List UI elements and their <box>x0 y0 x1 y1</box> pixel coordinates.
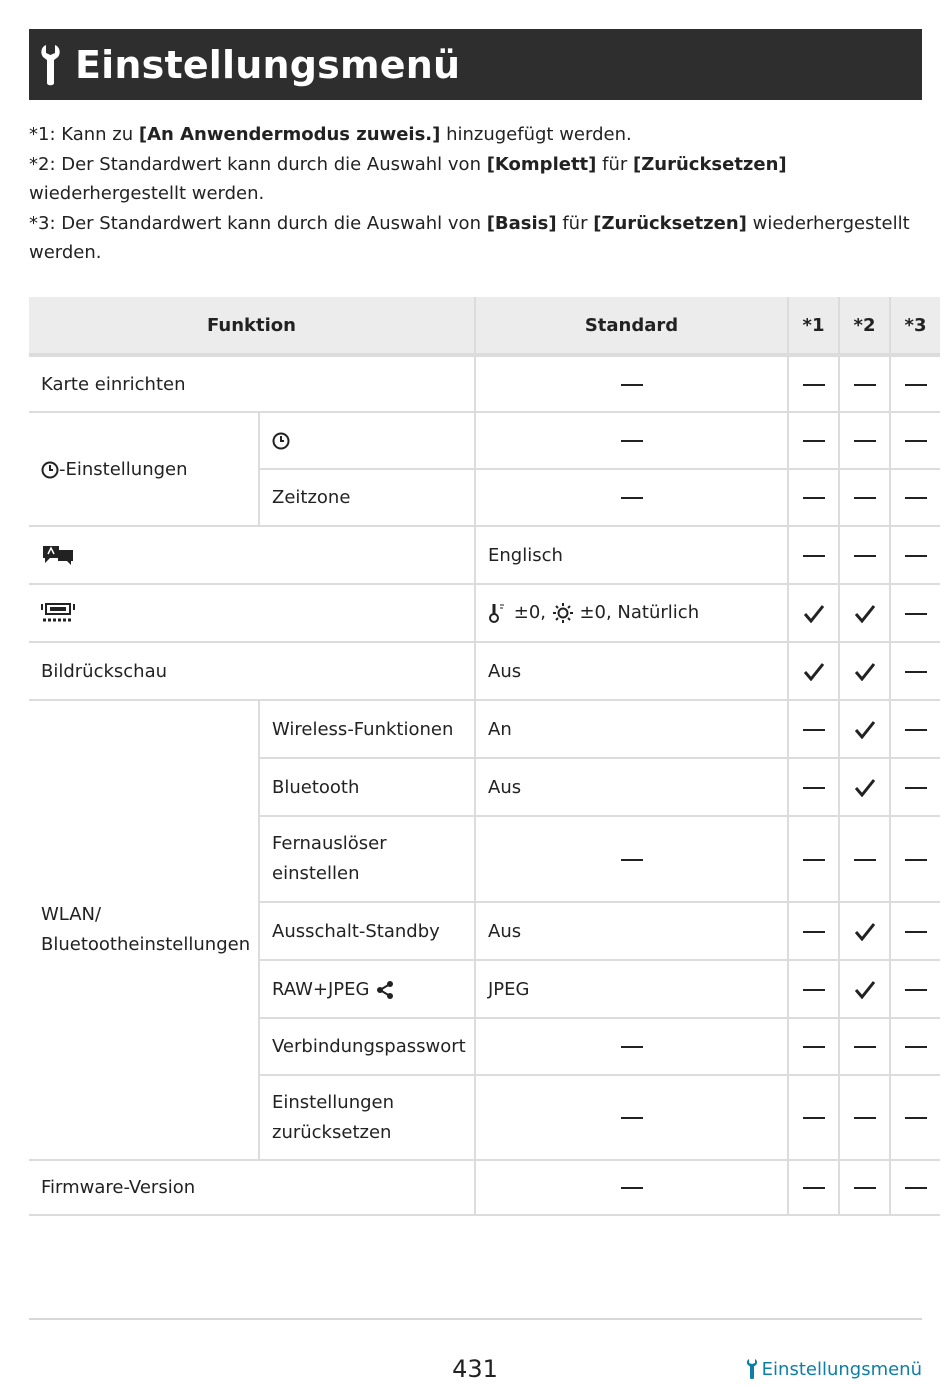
monitor-default-2: ±0, Natürlich <box>579 602 700 623</box>
mark-cell <box>788 700 839 758</box>
dash <box>905 1117 927 1119</box>
dash <box>803 1046 825 1048</box>
check-icon <box>855 779 875 797</box>
default-cell <box>475 1160 788 1215</box>
mark-cell <box>839 1075 890 1160</box>
dash <box>803 931 825 933</box>
dash <box>621 384 643 386</box>
mark-cell <box>839 355 890 412</box>
table-row <box>29 700 940 758</box>
default-cell-monitor <box>475 584 788 642</box>
default-cell <box>475 1075 788 1160</box>
mark-cell <box>890 758 940 816</box>
mark-cell <box>839 526 890 584</box>
mark-cell <box>890 584 940 642</box>
footnote-3: *3: Der Standardwert kann durch die Auswahl von [Basis] für [Zurücksetzen] wiederhergestellt werden. <box>29 212 910 264</box>
mark-cell <box>839 700 890 758</box>
row-label: Bildrückschau <box>29 642 475 700</box>
header-funktion: Funktion <box>29 297 475 355</box>
row-label-language <box>29 526 475 584</box>
mark-cell <box>788 1160 839 1215</box>
dash <box>905 671 927 673</box>
mark-cell <box>788 642 839 700</box>
check-icon <box>804 605 824 623</box>
dash <box>905 989 927 991</box>
sub-label: Verbindungspasswort <box>259 1018 475 1075</box>
dash <box>621 440 643 442</box>
default-cell: Aus <box>475 642 788 700</box>
dash <box>905 1046 927 1048</box>
footer-divider <box>29 1318 922 1320</box>
mark-cell <box>839 469 890 526</box>
mark-cell <box>890 700 940 758</box>
page-header <box>29 29 922 100</box>
dash <box>905 931 927 933</box>
check-icon <box>855 923 875 941</box>
dash <box>854 859 876 861</box>
section-link[interactable] <box>746 1358 922 1380</box>
mark-cell <box>788 1018 839 1075</box>
check-icon <box>855 605 875 623</box>
dash <box>854 555 876 557</box>
dash <box>803 555 825 557</box>
monitor-default-1: ±0, <box>513 602 552 623</box>
mark-cell <box>788 584 839 642</box>
mark-cell <box>788 902 839 960</box>
section-link-label[interactable]: Einstellungsmenü <box>761 1358 922 1380</box>
row-label: Firmware-Version <box>29 1160 475 1215</box>
settings-table <box>29 297 940 1216</box>
sun-icon <box>552 602 574 624</box>
header-star1: *1 <box>788 297 839 355</box>
mark-cell <box>890 526 940 584</box>
default-cell <box>475 1018 788 1075</box>
row-label-monitor <box>29 584 475 642</box>
dash <box>803 1117 825 1119</box>
clock-icon <box>41 461 59 479</box>
dash <box>803 729 825 731</box>
wrench-icon <box>37 43 67 87</box>
sub-label: Wireless-Funktionen <box>259 700 475 758</box>
mark-cell <box>839 1160 890 1215</box>
table-row <box>29 355 940 412</box>
mark-cell <box>788 758 839 816</box>
dash <box>854 1046 876 1048</box>
header-star2: *2 <box>839 297 890 355</box>
table-row <box>29 526 940 584</box>
check-icon <box>855 981 875 999</box>
dash <box>621 1046 643 1048</box>
default-cell: Aus <box>475 902 788 960</box>
language-icon <box>41 544 75 566</box>
dash <box>854 497 876 499</box>
mark-cell <box>788 960 839 1018</box>
mark-cell <box>788 355 839 412</box>
dash <box>803 787 825 789</box>
dash <box>621 859 643 861</box>
mark-cell <box>788 526 839 584</box>
dash <box>905 497 927 499</box>
mark-cell <box>890 1160 940 1215</box>
sub-label: Einstellungen zurücksetzen <box>259 1075 475 1160</box>
table-header-row <box>29 297 940 355</box>
dash <box>905 729 927 731</box>
sub-label: Ausschalt-Standby <box>259 902 475 960</box>
check-icon <box>804 663 824 681</box>
row-label-clock-settings <box>29 412 259 526</box>
row-label-wlan: WLAN/ Bluetootheinstellungen <box>29 700 259 1160</box>
default-cell <box>475 469 788 526</box>
mark-cell <box>890 412 940 469</box>
footnote-2: *2: Der Standardwert kann durch die Auswahl von [Komplett] für [Zurücksetzen] wiederhergestellt werden. <box>29 153 787 205</box>
mark-cell <box>839 902 890 960</box>
mark-cell <box>788 816 839 902</box>
sub-label-clock <box>259 412 475 469</box>
dash <box>803 440 825 442</box>
mark-cell <box>788 1075 839 1160</box>
dash <box>905 859 927 861</box>
dash <box>621 497 643 499</box>
check-icon <box>855 663 875 681</box>
default-cell: An <box>475 700 788 758</box>
default-cell <box>475 412 788 469</box>
dash <box>854 384 876 386</box>
dash <box>803 989 825 991</box>
default-cell <box>475 816 788 902</box>
dash <box>854 1117 876 1119</box>
mark-cell <box>839 584 890 642</box>
mark-cell <box>890 1075 940 1160</box>
mark-cell <box>890 355 940 412</box>
mark-cell <box>839 642 890 700</box>
mark-cell <box>839 960 890 1018</box>
mark-cell <box>788 469 839 526</box>
dash <box>905 384 927 386</box>
footnote-1: *1: Kann zu [An Anwendermodus zuweis.] hinzugefügt werden. <box>29 124 632 145</box>
page-title: Einstellungsmenü <box>75 42 461 87</box>
footnotes <box>29 120 922 268</box>
dash <box>854 1187 876 1189</box>
thermometer-icon <box>488 602 508 624</box>
dash <box>905 440 927 442</box>
mark-cell <box>890 469 940 526</box>
mark-cell <box>839 1018 890 1075</box>
default-cell <box>475 355 788 412</box>
dash <box>803 1187 825 1189</box>
dash <box>621 1187 643 1189</box>
dash <box>854 440 876 442</box>
dash <box>803 497 825 499</box>
dash <box>803 859 825 861</box>
clock-settings-label: -Einstellungen <box>59 458 188 480</box>
table-row <box>29 412 940 469</box>
default-cell: Aus <box>475 758 788 816</box>
clock-icon <box>272 432 290 450</box>
share-icon <box>375 980 395 1000</box>
mark-cell <box>839 816 890 902</box>
table-row <box>29 1160 940 1215</box>
default-cell: JPEG <box>475 960 788 1018</box>
mark-cell <box>788 412 839 469</box>
wrench-icon <box>746 1358 758 1380</box>
dash <box>905 613 927 615</box>
dash <box>803 384 825 386</box>
check-icon <box>855 721 875 739</box>
mark-cell <box>890 1018 940 1075</box>
default-cell: Englisch <box>475 526 788 584</box>
mark-cell <box>839 412 890 469</box>
rawjpeg-label: RAW+JPEG <box>272 978 370 1000</box>
sub-label-rawjpeg <box>259 960 475 1018</box>
dash <box>905 555 927 557</box>
table-row <box>29 642 940 700</box>
page-number: 431 <box>452 1355 498 1383</box>
mark-cell <box>890 816 940 902</box>
sub-label: Bluetooth <box>259 758 475 816</box>
sub-label: Fernauslöser einstellen <box>259 816 475 902</box>
dash <box>621 1117 643 1119</box>
table-row <box>29 584 940 642</box>
mark-cell <box>890 902 940 960</box>
mark-cell <box>839 758 890 816</box>
sub-label: Zeitzone <box>259 469 475 526</box>
dash <box>905 787 927 789</box>
header-star3: *3 <box>890 297 940 355</box>
monitor-adjust-icon <box>41 602 75 624</box>
row-label: Karte einrichten <box>29 355 475 412</box>
header-standard: Standard <box>475 297 788 355</box>
mark-cell <box>890 642 940 700</box>
dash <box>905 1187 927 1189</box>
mark-cell <box>890 960 940 1018</box>
